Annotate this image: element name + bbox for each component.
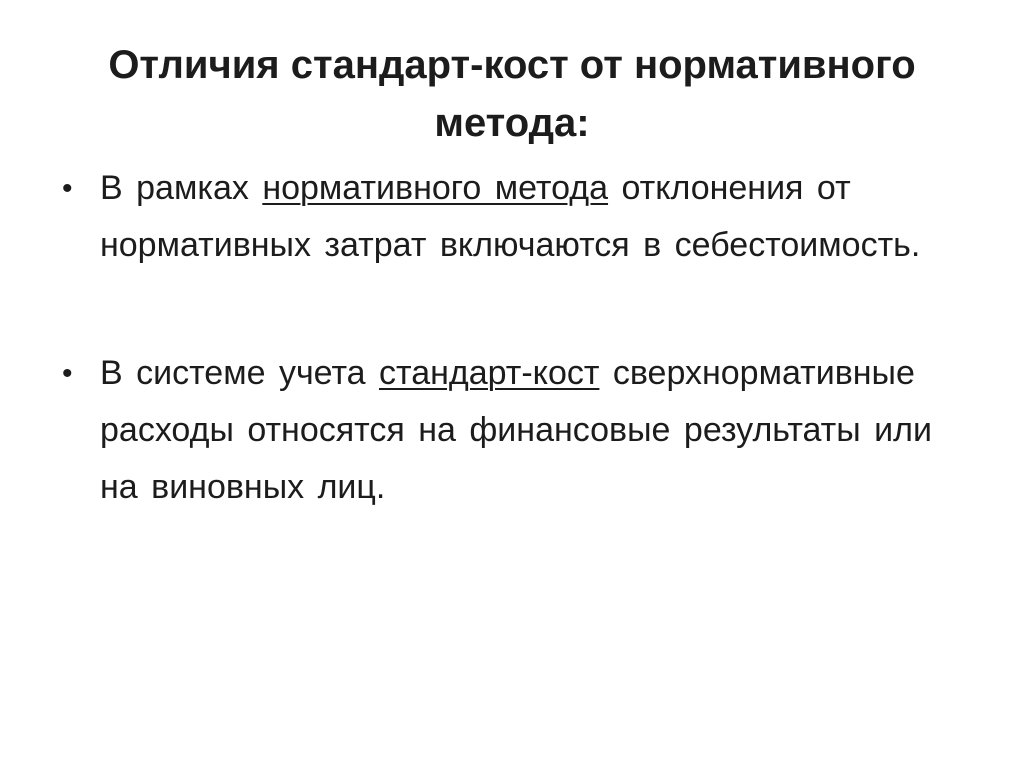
bullet-dot-icon: • <box>62 357 73 390</box>
slide-title: Отличия стандарт-кост от нормативного метода: <box>108 43 916 145</box>
bullet-underlined-term: стандарт-кост <box>379 354 600 392</box>
bullet-underlined-term: нормативного метода <box>262 169 609 207</box>
bullet-tail-text: сверхнормативные расходы относятся на финансовые результаты или на виновных лиц. <box>100 354 932 506</box>
bullet-lead-text: В системе учета <box>100 354 366 392</box>
bullet-tail-text: отклонения от нормативных затрат включаются в себестоимость. <box>100 169 921 264</box>
bullet-dot-icon: • <box>62 172 73 205</box>
bullet-list <box>62 160 962 516</box>
bullet-lead-text: В рамках <box>100 169 249 207</box>
bullet-item-normative <box>62 160 962 274</box>
bullet-item-standard-cost <box>62 345 962 516</box>
